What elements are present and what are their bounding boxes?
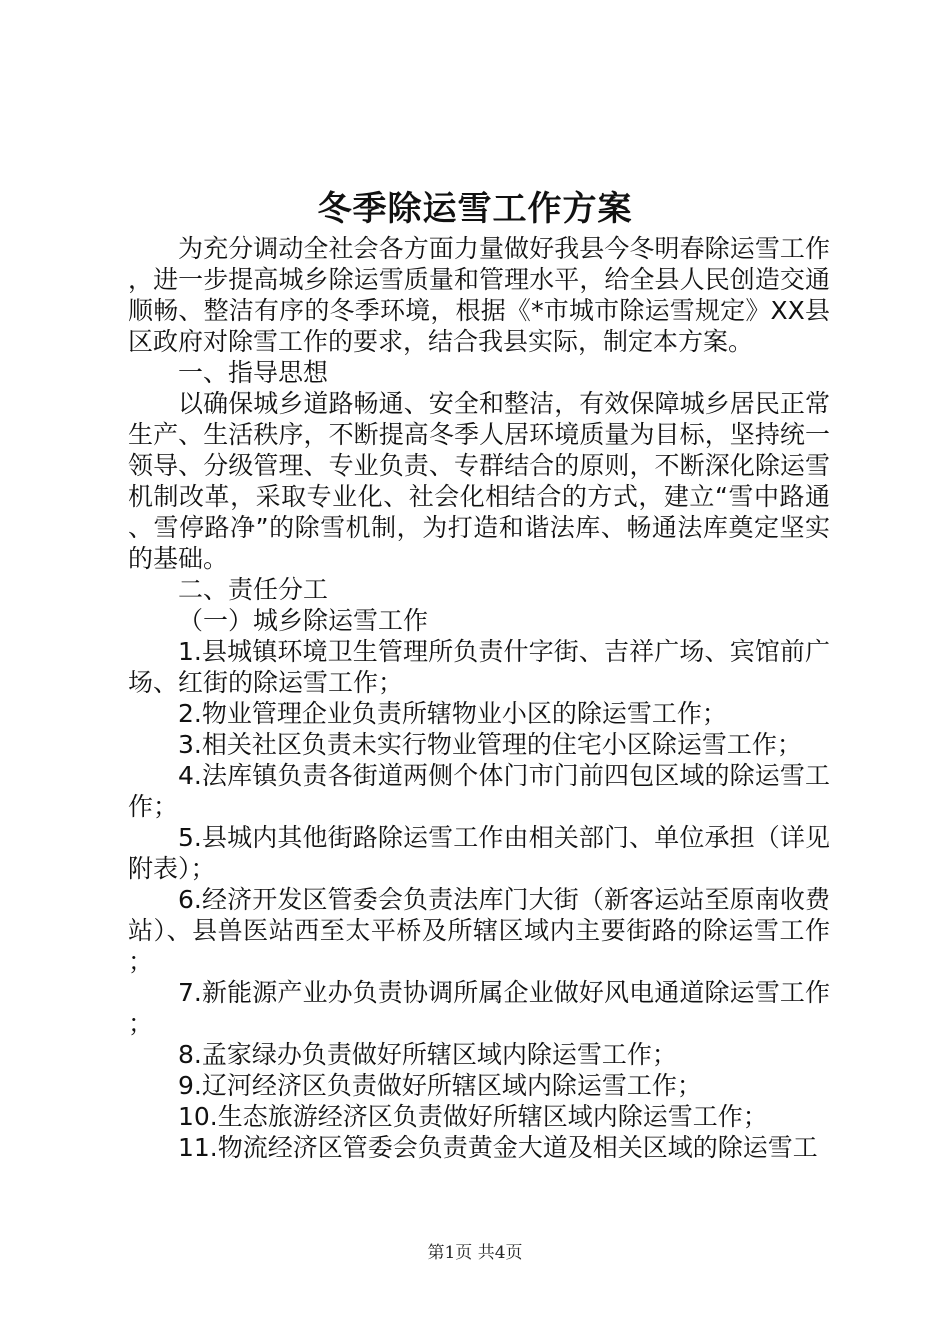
list-item: 1.县城镇环境卫生管理所负责什字街、吉祥广场、宾馆前广场、红街的除运雪工作； [128,637,830,697]
list-item: 3.相关社区负责未实行物业管理的住宅小区除运雪工作； [178,730,802,759]
page-number-footer: 第1页 共4页 [427,1243,523,1263]
list-item: 9.辽河经济区负责做好所辖区域内除运雪工作； [178,1071,702,1100]
document-title: 冬季除运雪工作方案 [317,189,633,229]
list-item: 11.物流经济区管委会负责黄金大道及相关区域的除运雪工 [178,1133,818,1162]
list-item: 7.新能源产业办负责协调所属企业做好风电通道除运雪工作； [128,978,830,1038]
subsection-heading-snow-removal: （一）城乡除运雪工作 [178,606,429,635]
list-item: 2.物业管理企业负责所辖物业小区的除运雪工作； [178,699,727,728]
section-heading-guiding-ideology: 一、指导思想 [178,358,329,387]
section-heading-responsibility: 二、责任分工 [178,575,329,604]
list-item: 5.县城内其他街路除运雪工作由相关部门、单位承担（详见附表）； [128,823,830,883]
paragraph-guiding-ideology: 以确保城乡道路畅通、安全和整洁，有效保障城乡居民正常生产、生活秩序，不断提高冬季人居环境质量为目标，坚持统一领导、分级管理、专业负责、专群结合的原则，不断深化除运雪机制改革，采取专业化、社会化相结合的方式，建立“雪中路通、雪停路净”的除雪机制，为打造和谐法库、畅通法库奠定坚实的基础。 [128,389,830,573]
list-item: 8.孟家绿办负责做好所辖区域内除运雪工作； [178,1040,677,1069]
list-item: 4.法库镇负责各街道两侧个体门市门前四包区域的除运雪工作； [128,761,830,821]
document-body [128,233,830,1163]
list-item: 6.经济开发区管委会负责法库门大街（新客运站至原南收费站）、县兽医站西至太平桥及所辖区域内主要街路的除运雪工作； [128,885,830,976]
paragraph-intro: 为充分调动全社会各方面力量做好我县今冬明春除运雪工作，进一步提高城乡除运雪质量和管理水平，给全县人民创造交通顺畅、整洁有序的冬季环境，根据《*市城市除运雪规定》XX县区政府对除雪工作的要求，结合我县实际，制定本方案。 [128,234,830,356]
list-item: 10.生态旅游经济区负责做好所辖区域内除运雪工作； [178,1102,768,1131]
